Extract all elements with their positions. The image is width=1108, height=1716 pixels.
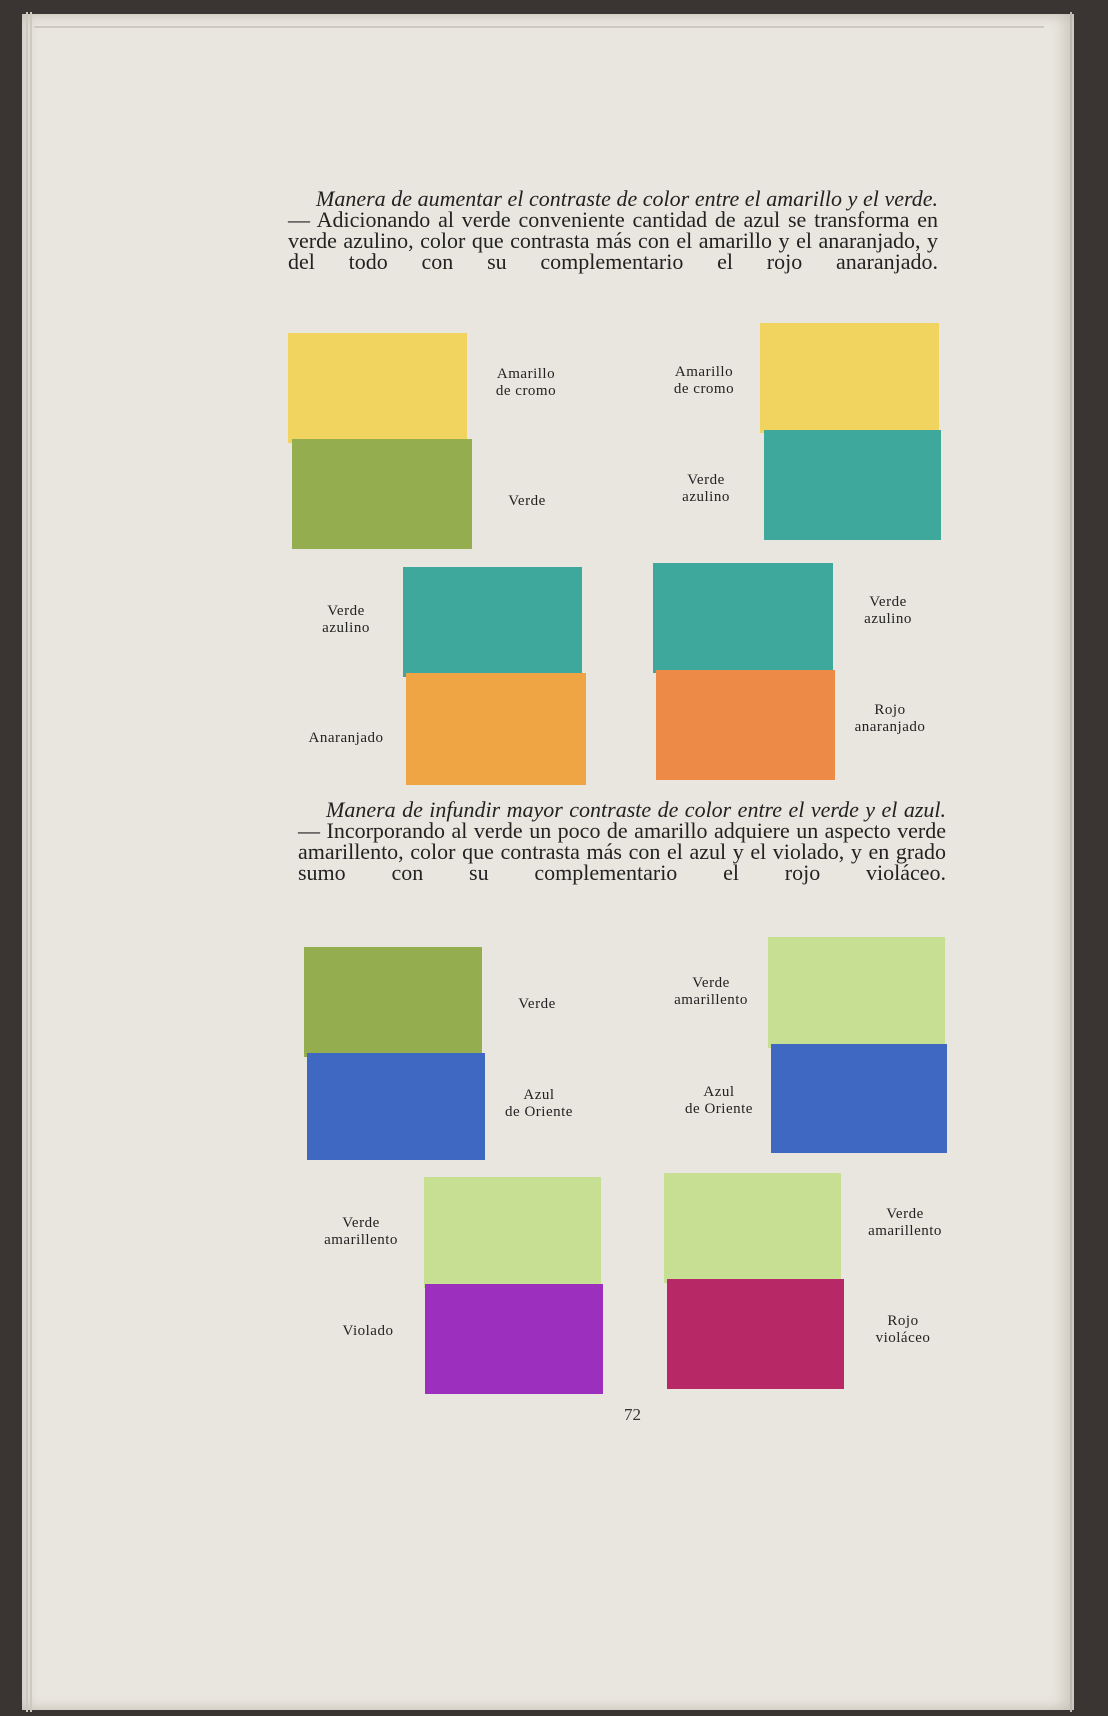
swatch-amarillo-de-cromo bbox=[760, 323, 939, 433]
swatch-verde-amarillento bbox=[768, 937, 945, 1048]
label-verde-amarillento: Verde amarillento bbox=[674, 975, 748, 1008]
page-number: 72 bbox=[624, 1405, 641, 1424]
label-verde-azulino: Verde azulino bbox=[682, 472, 730, 505]
paragraph-body: — Adicionando al verde conveniente cantidad de azul se transforma en verde azulino, color que contrasta más con el amarillo y el anaranjado, y del todo con su complementario el rojo anaranjado. bbox=[288, 207, 938, 274]
swatch-verde-azulino bbox=[403, 567, 582, 677]
label-amarillo-de-cromo: Amarillo de cromo bbox=[495, 366, 557, 399]
paragraph-heading: Manera de aumentar el contraste de color entre el amarillo y el verde. bbox=[316, 186, 938, 211]
page-edge bbox=[1070, 12, 1072, 1712]
swatch-azul-de-oriente bbox=[771, 1044, 947, 1153]
swatch-verde bbox=[304, 947, 482, 1057]
label-rojo-anaranjado: Rojo anaranjado bbox=[854, 702, 926, 735]
swatch-verde-amarillento bbox=[424, 1177, 601, 1288]
swatch-rojo-anaranjado bbox=[656, 670, 835, 780]
paragraph-yellow-green bbox=[288, 188, 938, 293]
swatch-anaranjado bbox=[406, 673, 586, 785]
swatch-azul-de-oriente bbox=[307, 1053, 485, 1160]
swatch-verde-azulino bbox=[653, 563, 833, 673]
label-verde-azulino: Verde azulino bbox=[864, 594, 912, 627]
swatch-verde-amarillento bbox=[664, 1173, 841, 1283]
label-verde: Verde bbox=[518, 996, 556, 1012]
label-verde: Verde bbox=[508, 493, 546, 509]
swatch-verde-azulino bbox=[764, 430, 941, 540]
label-azul-de-oriente: Azul de Oriente bbox=[505, 1087, 573, 1120]
swatch-verde bbox=[292, 439, 472, 549]
label-verde-azulino: Verde azulino bbox=[322, 603, 370, 636]
label-anaranjado: Anaranjado bbox=[308, 730, 384, 746]
label-azul-de-oriente: Azul de Oriente bbox=[685, 1084, 753, 1117]
page-edge bbox=[30, 12, 32, 1712]
paragraph-green-blue bbox=[298, 799, 946, 904]
page-edge bbox=[26, 12, 28, 1712]
swatch-rojo-violaceo bbox=[667, 1279, 844, 1389]
label-verde-amarillento: Verde amarillento bbox=[324, 1215, 398, 1248]
page-top-rule bbox=[34, 26, 1044, 28]
swatch-amarillo-de-cromo bbox=[288, 333, 467, 443]
swatch-violado bbox=[425, 1284, 603, 1394]
label-rojo-violaceo: Rojo violáceo bbox=[875, 1313, 931, 1346]
paragraph-body: — Incorporando al verde un poco de amarillo adquiere un aspecto verde amarillento, color que contrasta más con el azul y el violado, y en grado sumo con su complementario el rojo violáceo. bbox=[298, 818, 946, 885]
paragraph-heading: Manera de infundir mayor contraste de color entre el verde y el azul. bbox=[326, 797, 946, 822]
label-verde-amarillento: Verde amarillento bbox=[868, 1206, 942, 1239]
label-amarillo-de-cromo: Amarillo de cromo bbox=[673, 364, 735, 397]
label-violado: Violado bbox=[342, 1323, 394, 1339]
